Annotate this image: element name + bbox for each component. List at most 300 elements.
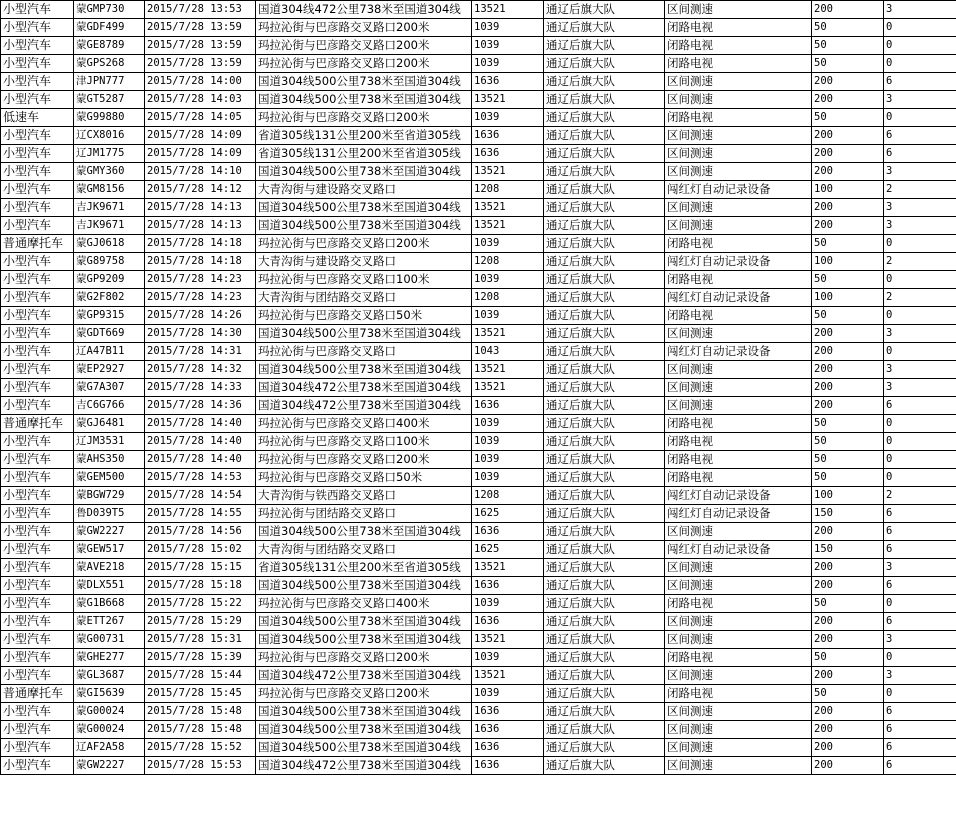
capture-method-cell[interactable]: 闭路电视 (665, 649, 812, 667)
plate-number-cell[interactable]: 蒙GJ6481 (74, 415, 145, 433)
table-row[interactable] (1, 379, 956, 397)
fine-amount-cell[interactable]: 100 (812, 289, 884, 307)
points-cell[interactable]: 6 (884, 721, 956, 739)
plate-number-cell[interactable]: 蒙G99880 (74, 109, 145, 127)
plate-number-cell[interactable]: 辽A47B11 (74, 343, 145, 361)
vehicle-type-cell[interactable]: 小型汽车 (1, 577, 74, 595)
unit-cell[interactable]: 通辽后旗大队 (544, 127, 665, 145)
capture-method-cell[interactable]: 区间测速 (665, 1, 812, 19)
table-row[interactable] (1, 451, 956, 469)
unit-cell[interactable]: 通辽后旗大队 (544, 505, 665, 523)
location-cell[interactable]: 大青沟街与建设路交叉路口 (256, 181, 472, 199)
location-cell[interactable]: 国道304线500公里738米至国道304线 (256, 217, 472, 235)
timestamp-cell[interactable]: 2015/7/28 14:33 (145, 379, 256, 397)
capture-method-cell[interactable]: 闭路电视 (665, 235, 812, 253)
plate-number-cell[interactable]: 蒙GW2227 (74, 523, 145, 541)
location-cell[interactable]: 国道304线500公里738米至国道304线 (256, 73, 472, 91)
table-row[interactable] (1, 487, 956, 505)
points-cell[interactable]: 0 (884, 595, 956, 613)
points-cell[interactable]: 2 (884, 487, 956, 505)
plate-number-cell[interactable]: 蒙GW2227 (74, 757, 145, 775)
vehicle-type-cell[interactable]: 小型汽车 (1, 127, 74, 145)
location-cell[interactable]: 玛拉沁街与巴彦路交叉路口200米 (256, 109, 472, 127)
unit-cell[interactable]: 通辽后旗大队 (544, 325, 665, 343)
unit-cell[interactable]: 通辽后旗大队 (544, 433, 665, 451)
unit-cell[interactable]: 通辽后旗大队 (544, 19, 665, 37)
points-cell[interactable]: 6 (884, 577, 956, 595)
capture-method-cell[interactable]: 区间测速 (665, 199, 812, 217)
plate-number-cell[interactable]: 辽JM1775 (74, 145, 145, 163)
plate-number-cell[interactable]: 辽AF2A58 (74, 739, 145, 757)
vehicle-type-cell[interactable]: 小型汽车 (1, 271, 74, 289)
plate-number-cell[interactable]: 辽JM3531 (74, 433, 145, 451)
unit-cell[interactable]: 通辽后旗大队 (544, 487, 665, 505)
code-cell[interactable]: 1039 (472, 235, 544, 253)
vehicle-type-cell[interactable]: 低速车 (1, 109, 74, 127)
timestamp-cell[interactable]: 2015/7/28 14:56 (145, 523, 256, 541)
location-cell[interactable]: 国道304线500公里738米至国道304线 (256, 721, 472, 739)
location-cell[interactable]: 玛拉沁街与巴彦路交叉路口400米 (256, 415, 472, 433)
timestamp-cell[interactable]: 2015/7/28 15:48 (145, 703, 256, 721)
code-cell[interactable]: 13521 (472, 559, 544, 577)
plate-number-cell[interactable]: 蒙G7A307 (74, 379, 145, 397)
plate-number-cell[interactable]: 蒙G00731 (74, 631, 145, 649)
fine-amount-cell[interactable]: 50 (812, 37, 884, 55)
fine-amount-cell[interactable]: 200 (812, 667, 884, 685)
points-cell[interactable]: 3 (884, 325, 956, 343)
capture-method-cell[interactable]: 闭路电视 (665, 415, 812, 433)
timestamp-cell[interactable]: 2015/7/28 14:26 (145, 307, 256, 325)
code-cell[interactable]: 1636 (472, 721, 544, 739)
table-row[interactable] (1, 181, 956, 199)
timestamp-cell[interactable]: 2015/7/28 14:40 (145, 451, 256, 469)
location-cell[interactable]: 国道304线500公里738米至国道304线 (256, 613, 472, 631)
capture-method-cell[interactable]: 闭路电视 (665, 469, 812, 487)
vehicle-type-cell[interactable]: 小型汽车 (1, 145, 74, 163)
plate-number-cell[interactable]: 蒙GEW517 (74, 541, 145, 559)
location-cell[interactable]: 国道304线500公里738米至国道304线 (256, 703, 472, 721)
capture-method-cell[interactable]: 闭路电视 (665, 271, 812, 289)
plate-number-cell[interactable]: 蒙ETT267 (74, 613, 145, 631)
plate-number-cell[interactable]: 蒙G00024 (74, 721, 145, 739)
code-cell[interactable]: 1039 (472, 109, 544, 127)
timestamp-cell[interactable]: 2015/7/28 14:36 (145, 397, 256, 415)
unit-cell[interactable]: 通辽后旗大队 (544, 217, 665, 235)
plate-number-cell[interactable]: 蒙G00024 (74, 703, 145, 721)
capture-method-cell[interactable]: 区间测速 (665, 217, 812, 235)
unit-cell[interactable]: 通辽后旗大队 (544, 577, 665, 595)
vehicle-type-cell[interactable]: 普通摩托车 (1, 685, 74, 703)
fine-amount-cell[interactable]: 200 (812, 379, 884, 397)
table-row[interactable] (1, 631, 956, 649)
location-cell[interactable]: 国道304线472公里738米至国道304线 (256, 757, 472, 775)
fine-amount-cell[interactable]: 100 (812, 181, 884, 199)
capture-method-cell[interactable]: 区间测速 (665, 145, 812, 163)
points-cell[interactable]: 0 (884, 415, 956, 433)
location-cell[interactable]: 省道305线131公里200米至省道305线 (256, 127, 472, 145)
fine-amount-cell[interactable]: 200 (812, 217, 884, 235)
code-cell[interactable]: 13521 (472, 217, 544, 235)
unit-cell[interactable]: 通辽后旗大队 (544, 199, 665, 217)
points-cell[interactable]: 0 (884, 469, 956, 487)
vehicle-type-cell[interactable]: 小型汽车 (1, 19, 74, 37)
capture-method-cell[interactable]: 区间测速 (665, 361, 812, 379)
vehicle-type-cell[interactable]: 小型汽车 (1, 541, 74, 559)
plate-number-cell[interactable]: 蒙DLX551 (74, 577, 145, 595)
capture-method-cell[interactable]: 区间测速 (665, 613, 812, 631)
plate-number-cell[interactable]: 蒙GE8789 (74, 37, 145, 55)
timestamp-cell[interactable]: 2015/7/28 15:44 (145, 667, 256, 685)
table-row[interactable] (1, 649, 956, 667)
plate-number-cell[interactable]: 蒙GT5287 (74, 91, 145, 109)
table-row[interactable] (1, 739, 956, 757)
vehicle-type-cell[interactable]: 小型汽车 (1, 361, 74, 379)
table-row[interactable] (1, 145, 956, 163)
points-cell[interactable]: 2 (884, 253, 956, 271)
fine-amount-cell[interactable]: 200 (812, 199, 884, 217)
vehicle-type-cell[interactable]: 小型汽车 (1, 613, 74, 631)
fine-amount-cell[interactable]: 50 (812, 415, 884, 433)
code-cell[interactable]: 13521 (472, 379, 544, 397)
points-cell[interactable]: 3 (884, 631, 956, 649)
table-row[interactable] (1, 523, 956, 541)
points-cell[interactable]: 3 (884, 667, 956, 685)
code-cell[interactable]: 13521 (472, 325, 544, 343)
table-row[interactable] (1, 721, 956, 739)
table-row[interactable] (1, 469, 956, 487)
fine-amount-cell[interactable]: 50 (812, 235, 884, 253)
vehicle-type-cell[interactable]: 小型汽车 (1, 595, 74, 613)
capture-method-cell[interactable]: 闯红灯自动记录设备 (665, 487, 812, 505)
table-row[interactable] (1, 19, 956, 37)
unit-cell[interactable]: 通辽后旗大队 (544, 253, 665, 271)
unit-cell[interactable]: 通辽后旗大队 (544, 379, 665, 397)
fine-amount-cell[interactable]: 150 (812, 541, 884, 559)
plate-number-cell[interactable]: 蒙AVE218 (74, 559, 145, 577)
unit-cell[interactable]: 通辽后旗大队 (544, 613, 665, 631)
fine-amount-cell[interactable]: 100 (812, 487, 884, 505)
code-cell[interactable]: 1039 (472, 307, 544, 325)
location-cell[interactable]: 大青沟街与团结路交叉路口 (256, 289, 472, 307)
fine-amount-cell[interactable]: 200 (812, 73, 884, 91)
fine-amount-cell[interactable]: 200 (812, 1, 884, 19)
capture-method-cell[interactable]: 区间测速 (665, 325, 812, 343)
table-row[interactable] (1, 415, 956, 433)
points-cell[interactable]: 3 (884, 379, 956, 397)
fine-amount-cell[interactable]: 50 (812, 19, 884, 37)
vehicle-type-cell[interactable]: 小型汽车 (1, 451, 74, 469)
table-row[interactable] (1, 271, 956, 289)
table-row[interactable] (1, 361, 956, 379)
vehicle-type-cell[interactable]: 小型汽车 (1, 37, 74, 55)
table-row[interactable] (1, 757, 956, 775)
points-cell[interactable]: 3 (884, 559, 956, 577)
timestamp-cell[interactable]: 2015/7/28 15:45 (145, 685, 256, 703)
points-cell[interactable]: 0 (884, 271, 956, 289)
plate-number-cell[interactable]: 鲁D039T5 (74, 505, 145, 523)
fine-amount-cell[interactable]: 200 (812, 523, 884, 541)
unit-cell[interactable]: 通辽后旗大队 (544, 649, 665, 667)
code-cell[interactable]: 1043 (472, 343, 544, 361)
timestamp-cell[interactable]: 2015/7/28 14:03 (145, 91, 256, 109)
vehicle-type-cell[interactable]: 小型汽车 (1, 703, 74, 721)
capture-method-cell[interactable]: 闯红灯自动记录设备 (665, 505, 812, 523)
vehicle-type-cell[interactable]: 小型汽车 (1, 73, 74, 91)
timestamp-cell[interactable]: 2015/7/28 14:18 (145, 235, 256, 253)
unit-cell[interactable]: 通辽后旗大队 (544, 271, 665, 289)
capture-method-cell[interactable]: 区间测速 (665, 379, 812, 397)
location-cell[interactable]: 大青沟街与团结路交叉路口 (256, 541, 472, 559)
plate-number-cell[interactable]: 蒙G1B668 (74, 595, 145, 613)
plate-number-cell[interactable]: 蒙GP9315 (74, 307, 145, 325)
code-cell[interactable]: 13521 (472, 361, 544, 379)
fine-amount-cell[interactable]: 200 (812, 163, 884, 181)
vehicle-type-cell[interactable]: 小型汽车 (1, 199, 74, 217)
unit-cell[interactable]: 通辽后旗大队 (544, 289, 665, 307)
unit-cell[interactable]: 通辽后旗大队 (544, 91, 665, 109)
table-row[interactable] (1, 163, 956, 181)
location-cell[interactable]: 国道304线500公里738米至国道304线 (256, 577, 472, 595)
code-cell[interactable]: 1039 (472, 685, 544, 703)
table-row[interactable] (1, 217, 956, 235)
vehicle-type-cell[interactable]: 普通摩托车 (1, 235, 74, 253)
table-row[interactable] (1, 397, 956, 415)
table-row[interactable] (1, 37, 956, 55)
timestamp-cell[interactable]: 2015/7/28 13:59 (145, 19, 256, 37)
fine-amount-cell[interactable]: 50 (812, 55, 884, 73)
unit-cell[interactable]: 通辽后旗大队 (544, 541, 665, 559)
code-cell[interactable]: 1039 (472, 271, 544, 289)
timestamp-cell[interactable]: 2015/7/28 15:15 (145, 559, 256, 577)
vehicle-type-cell[interactable]: 普通摩托车 (1, 415, 74, 433)
plate-number-cell[interactable]: 蒙GMY360 (74, 163, 145, 181)
points-cell[interactable]: 6 (884, 73, 956, 91)
vehicle-type-cell[interactable]: 小型汽车 (1, 325, 74, 343)
unit-cell[interactable]: 通辽后旗大队 (544, 451, 665, 469)
timestamp-cell[interactable]: 2015/7/28 14:12 (145, 181, 256, 199)
fine-amount-cell[interactable]: 200 (812, 145, 884, 163)
vehicle-type-cell[interactable]: 小型汽车 (1, 343, 74, 361)
location-cell[interactable]: 国道304线500公里738米至国道304线 (256, 361, 472, 379)
vehicle-type-cell[interactable]: 小型汽车 (1, 667, 74, 685)
code-cell[interactable]: 1208 (472, 487, 544, 505)
table-row[interactable] (1, 325, 956, 343)
points-cell[interactable]: 6 (884, 739, 956, 757)
table-row[interactable] (1, 235, 956, 253)
vehicle-type-cell[interactable]: 小型汽车 (1, 469, 74, 487)
points-cell[interactable]: 0 (884, 451, 956, 469)
code-cell[interactable]: 1636 (472, 739, 544, 757)
points-cell[interactable]: 3 (884, 361, 956, 379)
table-row[interactable] (1, 703, 956, 721)
points-cell[interactable]: 6 (884, 397, 956, 415)
points-cell[interactable]: 0 (884, 37, 956, 55)
vehicle-type-cell[interactable]: 小型汽车 (1, 397, 74, 415)
fine-amount-cell[interactable]: 50 (812, 271, 884, 289)
capture-method-cell[interactable]: 闭路电视 (665, 19, 812, 37)
points-cell[interactable]: 0 (884, 19, 956, 37)
timestamp-cell[interactable]: 2015/7/28 14:09 (145, 127, 256, 145)
table-row[interactable] (1, 289, 956, 307)
fine-amount-cell[interactable]: 200 (812, 631, 884, 649)
location-cell[interactable]: 玛拉沁街与团结路交叉路口 (256, 505, 472, 523)
points-cell[interactable]: 0 (884, 235, 956, 253)
timestamp-cell[interactable]: 2015/7/28 14:09 (145, 145, 256, 163)
timestamp-cell[interactable]: 2015/7/28 14:18 (145, 253, 256, 271)
capture-method-cell[interactable]: 闭路电视 (665, 109, 812, 127)
timestamp-cell[interactable]: 2015/7/28 14:31 (145, 343, 256, 361)
capture-method-cell[interactable]: 闭路电视 (665, 55, 812, 73)
code-cell[interactable]: 1039 (472, 451, 544, 469)
capture-method-cell[interactable]: 区间测速 (665, 667, 812, 685)
code-cell[interactable]: 1039 (472, 19, 544, 37)
capture-method-cell[interactable]: 区间测速 (665, 523, 812, 541)
points-cell[interactable]: 6 (884, 757, 956, 775)
points-cell[interactable]: 6 (884, 505, 956, 523)
timestamp-cell[interactable]: 2015/7/28 15:31 (145, 631, 256, 649)
points-cell[interactable]: 6 (884, 613, 956, 631)
timestamp-cell[interactable]: 2015/7/28 15:52 (145, 739, 256, 757)
timestamp-cell[interactable]: 2015/7/28 15:29 (145, 613, 256, 631)
location-cell[interactable]: 玛拉沁街与巴彦路交叉路口50米 (256, 307, 472, 325)
location-cell[interactable]: 玛拉沁街与巴彦路交叉路口200米 (256, 451, 472, 469)
fine-amount-cell[interactable]: 50 (812, 685, 884, 703)
points-cell[interactable]: 3 (884, 199, 956, 217)
location-cell[interactable]: 玛拉沁街与巴彦路交叉路口100米 (256, 271, 472, 289)
unit-cell[interactable]: 通辽后旗大队 (544, 343, 665, 361)
timestamp-cell[interactable]: 2015/7/28 14:00 (145, 73, 256, 91)
location-cell[interactable]: 玛拉沁街与巴彦路交叉路口200米 (256, 19, 472, 37)
fine-amount-cell[interactable]: 50 (812, 307, 884, 325)
code-cell[interactable]: 13521 (472, 199, 544, 217)
location-cell[interactable]: 国道304线472公里738米至国道304线 (256, 667, 472, 685)
plate-number-cell[interactable]: 蒙AHS350 (74, 451, 145, 469)
points-cell[interactable]: 0 (884, 109, 956, 127)
code-cell[interactable]: 1039 (472, 433, 544, 451)
unit-cell[interactable]: 通辽后旗大队 (544, 55, 665, 73)
unit-cell[interactable]: 通辽后旗大队 (544, 469, 665, 487)
timestamp-cell[interactable]: 2015/7/28 13:53 (145, 1, 256, 19)
plate-number-cell[interactable]: 蒙GEM500 (74, 469, 145, 487)
plate-number-cell[interactable]: 蒙GMP730 (74, 1, 145, 19)
location-cell[interactable]: 国道304线472公里738米至国道304线 (256, 1, 472, 19)
points-cell[interactable]: 2 (884, 181, 956, 199)
fine-amount-cell[interactable]: 200 (812, 703, 884, 721)
code-cell[interactable]: 1636 (472, 397, 544, 415)
timestamp-cell[interactable]: 2015/7/28 14:55 (145, 505, 256, 523)
code-cell[interactable]: 1636 (472, 73, 544, 91)
fine-amount-cell[interactable]: 50 (812, 469, 884, 487)
location-cell[interactable]: 玛拉沁街与巴彦路交叉路口200米 (256, 685, 472, 703)
code-cell[interactable]: 13521 (472, 163, 544, 181)
table-row[interactable] (1, 559, 956, 577)
code-cell[interactable]: 1636 (472, 757, 544, 775)
fine-amount-cell[interactable]: 200 (812, 559, 884, 577)
timestamp-cell[interactable]: 2015/7/28 15:39 (145, 649, 256, 667)
fine-amount-cell[interactable]: 100 (812, 253, 884, 271)
table-row[interactable] (1, 541, 956, 559)
unit-cell[interactable]: 通辽后旗大队 (544, 739, 665, 757)
timestamp-cell[interactable]: 2015/7/28 14:40 (145, 433, 256, 451)
capture-method-cell[interactable]: 区间测速 (665, 721, 812, 739)
code-cell[interactable]: 13521 (472, 91, 544, 109)
fine-amount-cell[interactable]: 50 (812, 109, 884, 127)
code-cell[interactable]: 1636 (472, 127, 544, 145)
points-cell[interactable]: 6 (884, 541, 956, 559)
timestamp-cell[interactable]: 2015/7/28 15:53 (145, 757, 256, 775)
fine-amount-cell[interactable]: 200 (812, 397, 884, 415)
unit-cell[interactable]: 通辽后旗大队 (544, 757, 665, 775)
code-cell[interactable]: 1208 (472, 289, 544, 307)
table-row[interactable] (1, 199, 956, 217)
points-cell[interactable]: 2 (884, 289, 956, 307)
points-cell[interactable]: 6 (884, 703, 956, 721)
vehicle-type-cell[interactable]: 小型汽车 (1, 1, 74, 19)
fine-amount-cell[interactable]: 200 (812, 757, 884, 775)
location-cell[interactable]: 国道304线472公里738米至国道304线 (256, 379, 472, 397)
timestamp-cell[interactable]: 2015/7/28 15:48 (145, 721, 256, 739)
capture-method-cell[interactable]: 区间测速 (665, 163, 812, 181)
timestamp-cell[interactable]: 2015/7/28 15:22 (145, 595, 256, 613)
unit-cell[interactable]: 通辽后旗大队 (544, 703, 665, 721)
vehicle-type-cell[interactable]: 小型汽车 (1, 631, 74, 649)
plate-number-cell[interactable]: 吉JK9671 (74, 217, 145, 235)
code-cell[interactable]: 1039 (472, 415, 544, 433)
fine-amount-cell[interactable]: 50 (812, 649, 884, 667)
fine-amount-cell[interactable]: 200 (812, 613, 884, 631)
capture-method-cell[interactable]: 区间测速 (665, 559, 812, 577)
capture-method-cell[interactable]: 闭路电视 (665, 307, 812, 325)
plate-number-cell[interactable]: 蒙GI5639 (74, 685, 145, 703)
capture-method-cell[interactable]: 闯红灯自动记录设备 (665, 343, 812, 361)
table-row[interactable] (1, 1, 956, 19)
capture-method-cell[interactable]: 区间测速 (665, 73, 812, 91)
location-cell[interactable]: 国道304线500公里738米至国道304线 (256, 739, 472, 757)
timestamp-cell[interactable]: 2015/7/28 14:40 (145, 415, 256, 433)
unit-cell[interactable]: 通辽后旗大队 (544, 523, 665, 541)
table-row[interactable] (1, 433, 956, 451)
table-row[interactable] (1, 667, 956, 685)
fine-amount-cell[interactable]: 200 (812, 343, 884, 361)
vehicle-type-cell[interactable]: 小型汽车 (1, 253, 74, 271)
code-cell[interactable]: 1039 (472, 595, 544, 613)
table-row[interactable] (1, 127, 956, 145)
unit-cell[interactable]: 通辽后旗大队 (544, 721, 665, 739)
fine-amount-cell[interactable]: 200 (812, 721, 884, 739)
table-row[interactable] (1, 253, 956, 271)
location-cell[interactable]: 国道304线500公里738米至国道304线 (256, 631, 472, 649)
plate-number-cell[interactable]: 蒙GDF499 (74, 19, 145, 37)
unit-cell[interactable]: 通辽后旗大队 (544, 163, 665, 181)
capture-method-cell[interactable]: 区间测速 (665, 91, 812, 109)
location-cell[interactable]: 省道305线131公里200米至省道305线 (256, 145, 472, 163)
plate-number-cell[interactable]: 蒙GM8156 (74, 181, 145, 199)
capture-method-cell[interactable]: 区间测速 (665, 739, 812, 757)
points-cell[interactable]: 0 (884, 343, 956, 361)
points-cell[interactable]: 6 (884, 145, 956, 163)
fine-amount-cell[interactable]: 50 (812, 433, 884, 451)
table-row[interactable] (1, 109, 956, 127)
fine-amount-cell[interactable]: 50 (812, 451, 884, 469)
plate-number-cell[interactable]: 蒙GJ0618 (74, 235, 145, 253)
location-cell[interactable]: 玛拉沁街与巴彦路交叉路口200米 (256, 649, 472, 667)
location-cell[interactable]: 国道304线500公里738米至国道304线 (256, 91, 472, 109)
fine-amount-cell[interactable]: 200 (812, 739, 884, 757)
capture-method-cell[interactable]: 闯红灯自动记录设备 (665, 289, 812, 307)
code-cell[interactable]: 1039 (472, 37, 544, 55)
points-cell[interactable]: 3 (884, 163, 956, 181)
timestamp-cell[interactable]: 2015/7/28 13:59 (145, 55, 256, 73)
